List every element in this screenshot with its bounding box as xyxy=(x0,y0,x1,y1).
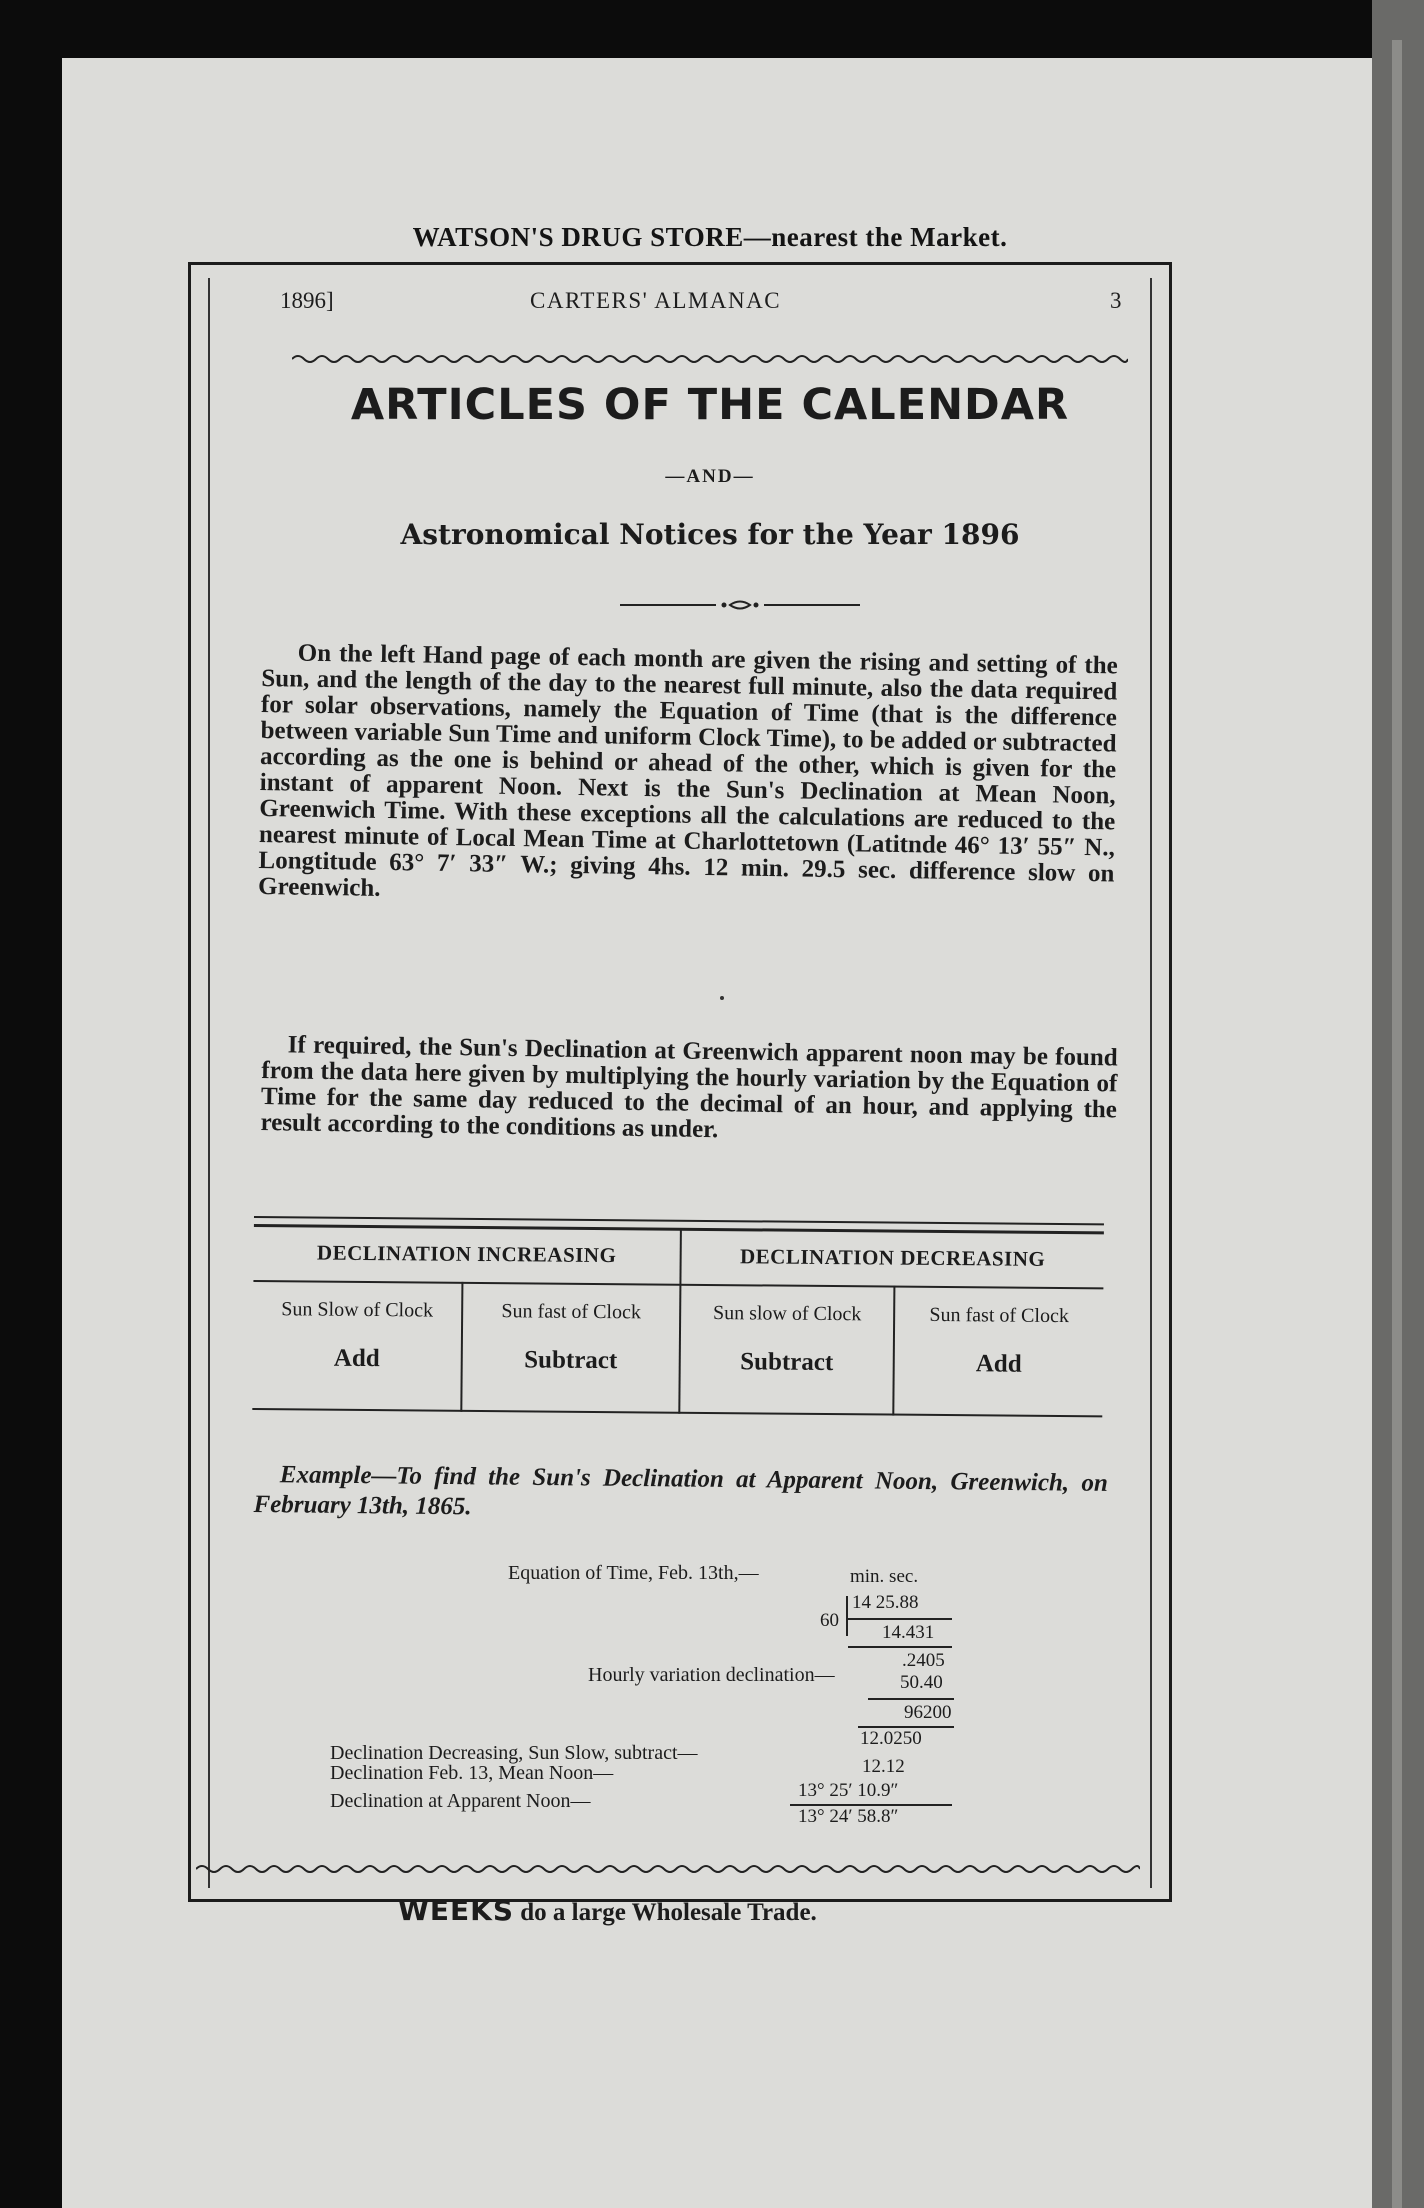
calc-division-bracket xyxy=(846,1596,848,1636)
calc-rule-1 xyxy=(848,1618,952,1620)
footer-brand: WEEKS xyxy=(398,1894,515,1927)
running-head-year: 1896] xyxy=(280,288,334,313)
table-condition-1: Sun Slow of Clock xyxy=(281,1298,434,1322)
calc-mean-noon-label: Declination Feb. 13, Mean Noon— xyxy=(330,1762,614,1784)
running-head-title: CARTERS' ALMANAC xyxy=(530,288,782,313)
calc-decimal-hour: .2405 xyxy=(902,1650,945,1671)
declination-table xyxy=(252,1216,1104,1419)
footer-advertisement xyxy=(398,1894,1098,1927)
article-subtitle: Astronomical Notices for the Year 1896 xyxy=(400,518,1020,551)
calc-decreasing-value: 12.12 xyxy=(862,1756,905,1777)
footer-text: do a large Wholesale Trade. xyxy=(514,1899,817,1926)
calc-decimal-minutes: 14.431 xyxy=(882,1622,935,1643)
calc-apparent-label: Declination at Apparent Noon— xyxy=(330,1790,591,1812)
calc-equation-label: Equation of Time, Feb. 13th,— xyxy=(508,1562,759,1584)
calc-product: 12.0250 xyxy=(860,1728,922,1749)
calc-decreasing-label: Declination Decreasing, Sun Slow, subtract— xyxy=(330,1742,698,1764)
calc-apparent-value: 13° 24′ 58.8″ xyxy=(798,1806,899,1827)
header-advertisement: WATSON'S DRUG STORE—nearest the Market. xyxy=(412,222,1008,252)
example-heading: Example—To find the Sun's Declination at Apparent Noon, Greenwich, on February 13th, 1865. xyxy=(253,1461,1108,1521)
calc-hourly-label: Hourly variation declination— xyxy=(588,1664,835,1686)
table-condition-2: Sun fast of Clock xyxy=(501,1300,641,1324)
stray-dot xyxy=(720,996,724,1000)
paragraph-1: On the left Hand page of each month are given the rising and setting of the Sun, and the length of the day to the nearest full minute, also the data required for solar observations, namely the Equation of Time (that is the difference between variable Sun Time and uniform Clock Time), to be added or subtracted according as the one is behind or ahead of the other, which is given for the instant of apparent Noon. Next is the Sun's Declination at Mean Noon, Greenwich Time. With these exceptions all the calculations are reduced to the nearest minute of Local Mean Time at Charlottetown (Latitnde 46° 13′ 55″ N., Longtitude 63° 7′ 33″ W.; giving 4hs. 12 min. 29.5 sec. difference slow on Greenwich. xyxy=(257,639,1118,902)
table-action-1: Add xyxy=(333,1344,380,1373)
calc-eq-value: 14 25.88 xyxy=(852,1592,919,1613)
ornament-divider xyxy=(620,596,860,614)
paragraph-2: If required, the Sun's Declination at Greenwich apparent noon may be found from the data here given by multiplying the hourly variation by the Equation of Time for the same day reduced to the decimal of an hour, and applying the result according to the conditions as under. xyxy=(260,1031,1118,1144)
calc-hourly-value: 50.40 xyxy=(900,1672,943,1693)
table-action-3: Subtract xyxy=(740,1348,834,1377)
title-connector: —AND— xyxy=(665,466,755,487)
table-action-2: Subtract xyxy=(524,1346,618,1375)
wavy-rule-top xyxy=(292,352,1128,366)
table-condition-3: Sun slow of Clock xyxy=(712,1302,862,1326)
wavy-rule-bottom xyxy=(196,1862,1140,1876)
table-condition-4: Sun fast of Clock xyxy=(929,1303,1069,1328)
calc-units: min. sec. xyxy=(850,1566,919,1587)
page-number: 3 xyxy=(1110,288,1122,313)
calc-partial-product: 96200 xyxy=(904,1702,952,1723)
article-title: ARTICLES OF THE CALENDAR xyxy=(350,380,1070,430)
table-header-increasing: DECLINATION INCREASING xyxy=(316,1240,617,1268)
calc-divisor: 60 xyxy=(820,1610,839,1631)
table-header-decreasing: DECLINATION DECREASING xyxy=(739,1244,1046,1271)
calc-mean-noon-value: 13° 25′ 10.9″ xyxy=(798,1780,899,1801)
table-action-4: Add xyxy=(975,1350,1022,1378)
calc-rule-3 xyxy=(868,1698,954,1700)
calc-rule-2 xyxy=(848,1646,952,1648)
book-edge-inner xyxy=(1392,40,1402,2208)
